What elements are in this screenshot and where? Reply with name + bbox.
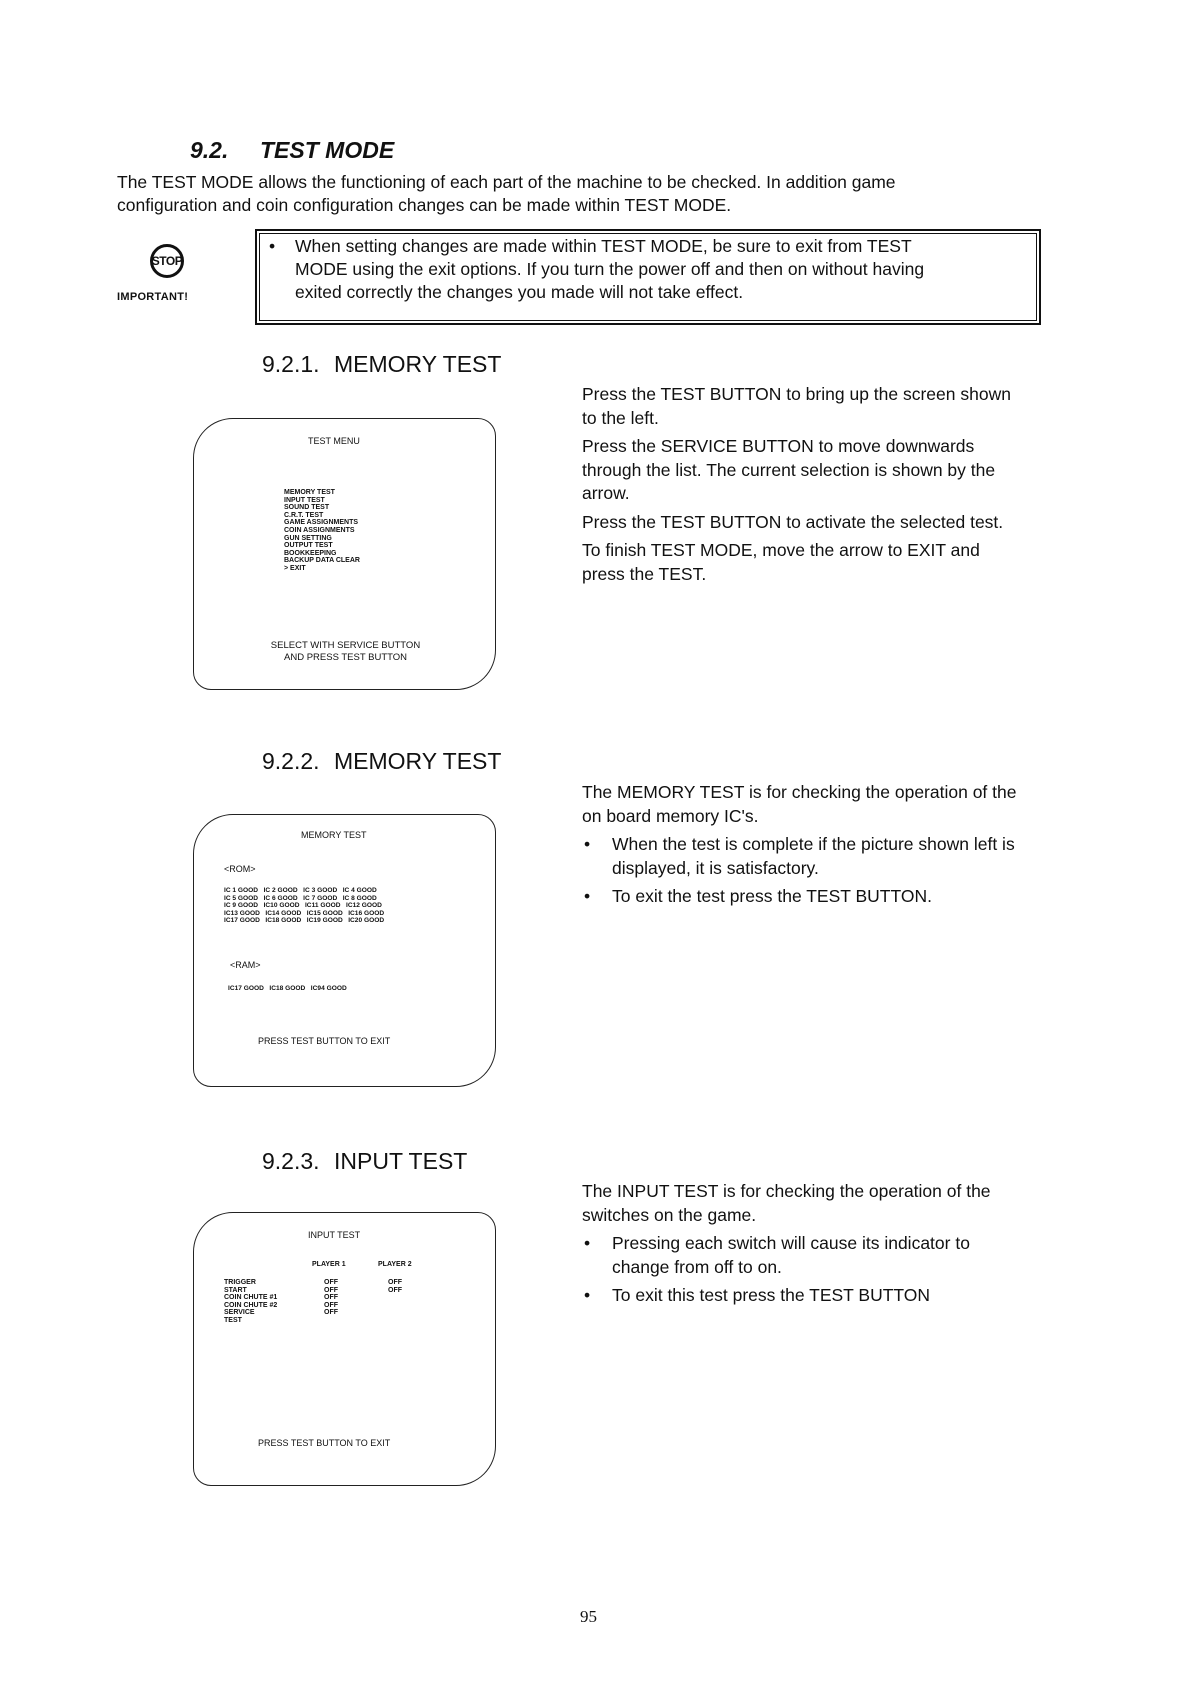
stop-icon-text: STOP [151,254,183,268]
input-state-p1: OFF [324,1301,338,1309]
menu-item: INPUT TEST [284,496,325,504]
menu-item: BOOKKEEPING [284,549,337,557]
desc-paragraph: Press the SERVICE BUTTON to move downwards through the list. The current selection is shown by the arrow. [582,436,996,503]
input-state-p2: OFF [388,1279,402,1286]
menu-item: COIN ASSIGNMENTS [284,526,355,534]
menu-item: OUTPUT TEST [284,542,333,550]
section-title: TEST MODE [260,137,395,163]
screen-header: INPUT TEST [308,1230,361,1240]
menu-item: MEMORY TEST [284,489,335,496]
bullet-text: Pressing each switch will cause its indicator to change from off to on. [612,1233,970,1277]
screen-header: TEST MENU [308,436,360,446]
subsection-number: 9.2.2. [262,748,320,774]
screen-footer-line-2: AND PRESS TEST BUTTON [284,652,407,663]
rom-results [224,887,384,925]
screen-footer: PRESS TEST BUTTON TO EXIT [258,1438,391,1448]
screen-footer: PRESS TEST BUTTON TO EXIT [258,1036,391,1046]
menu-item: SOUND TEST [284,504,330,512]
rom-label: <ROM> [224,864,256,874]
intro-line-2: configuration and coin configuration changes can be made within TEST MODE. [117,195,732,215]
subsection-number: 9.2.1. [262,351,320,377]
subsection-heading-1 [262,351,501,378]
input-state-p1 [324,1317,388,1325]
screen-footer-line-1: SELECT WITH SERVICE BUTTON [270,640,421,651]
bullet-text: When the test is complete if the picture shown left is displayed, it is satisfactory. [612,834,1015,878]
bullet-text: To exit this test press the TEST BUTTON [612,1285,931,1305]
important-label: IMPORTANT! [117,291,189,303]
desc-bullet [582,1284,1022,1308]
ram-label: <RAM> [230,960,261,970]
notice-bullet-row [269,235,1027,304]
menu-item: BACKUP DATA CLEAR [284,557,360,565]
screen-header: MEMORY TEST [301,830,367,840]
input-label: START [224,1286,247,1294]
section-heading [190,137,394,164]
bullet-icon: • [584,1285,591,1305]
bullet-icon: • [584,1233,591,1253]
input-state-p1: OFF [324,1309,338,1317]
desc-paragraph: The INPUT TEST is for checking the operation of the switches on the game. [582,1181,991,1225]
input-state-p2: OFF [388,1286,402,1294]
notice-line-2: MODE using the exit options. If you turn the power off and then on without having [295,259,925,279]
memory-test-menu-description [582,383,1022,591]
subsection-heading-3 [262,1148,467,1175]
bullet-icon: • [269,236,276,256]
page-number: 95 [580,1607,597,1626]
input-label: TEST [224,1316,242,1324]
menu-item: C.R.T. TEST [284,511,324,519]
screen-footer [194,640,497,664]
input-state-p1: OFF [324,1294,338,1302]
intro-paragraph [117,171,1077,217]
desc-bullet [582,833,1022,880]
input-label: COIN CHUTE #2 [224,1301,278,1309]
input-label: COIN CHUTE #1 [224,1294,278,1302]
input-label: SERVICE [224,1309,255,1317]
memory-test-screen [193,814,496,1087]
menu-list [284,489,360,573]
stop-icon [150,244,184,278]
memory-test-description [582,781,1022,914]
desc-paragraph: To finish TEST MODE, move the arrow to EXIT and press the TEST. [582,540,980,584]
desc-bullet [582,885,1022,909]
rom-row: IC17 GOOD IC18 GOOD IC19 GOOD IC20 GOOD [224,917,385,925]
intro-line-1: The TEST MODE allows the functioning of each part of the machine to be checked. In addition game [117,172,896,192]
menu-item: GUN SETTING [284,534,332,542]
subsection-title: INPUT TEST [334,1148,468,1174]
notice-line-1: When setting changes are made within TEST MODE, be sure to exit from TEST [295,236,912,256]
input-test-description [582,1180,1022,1313]
rom-row: IC 5 GOOD IC 6 GOOD IC 7 GOOD IC 8 GOOD [224,894,377,902]
bullet-icon: • [584,886,591,906]
input-label: TRIGGER [224,1279,256,1286]
input-row [224,1302,474,1310]
menu-item: GAME ASSIGNMENTS [284,519,359,527]
input-row [224,1287,474,1295]
section-number: 9.2. [190,137,229,163]
input-state-p1: OFF [324,1286,338,1294]
menu-item-exit: > EXIT [284,564,306,572]
subsection-title: MEMORY TEST [334,748,502,774]
ram-row: IC17 GOOD IC18 GOOD IC94 GOOD [228,985,347,992]
bullet-text: To exit the test press the TEST BUTTON. [612,886,932,906]
col-header-player-2: PLAYER 2 [378,1261,412,1268]
test-menu-screen [193,418,496,690]
input-row [224,1294,474,1302]
input-row [224,1309,474,1317]
col-header-player-1: PLAYER 1 [312,1261,346,1268]
desc-bullet [582,1232,1022,1279]
input-state-p1: OFF [324,1279,338,1286]
notice-box [255,229,1041,325]
desc-paragraph: The MEMORY TEST is for checking the operation of the on board memory IC's. [582,782,1017,826]
input-row [224,1279,474,1287]
notice-line-3: exited correctly the changes you made will not take effect. [295,282,744,302]
desc-paragraph: Press the TEST BUTTON to bring up the screen shown to the left. [582,384,1011,428]
rom-row: IC 9 GOOD IC10 GOOD IC11 GOOD IC12 GOOD [224,902,382,910]
bullet-icon: • [584,834,591,854]
input-row [224,1317,474,1325]
rom-row: IC13 GOOD IC14 GOOD IC15 GOOD IC16 GOOD [224,909,385,917]
input-table [224,1279,474,1325]
notice-text [295,235,924,304]
rom-row: IC 1 GOOD IC 2 GOOD IC 3 GOOD IC 4 GOOD [224,887,377,894]
subsection-number: 9.2.3. [262,1148,320,1174]
input-test-screen [193,1212,496,1486]
subsection-title: MEMORY TEST [334,351,502,377]
desc-paragraph: Press the TEST BUTTON to activate the selected test. [582,511,1004,532]
subsection-heading-2 [262,748,501,775]
